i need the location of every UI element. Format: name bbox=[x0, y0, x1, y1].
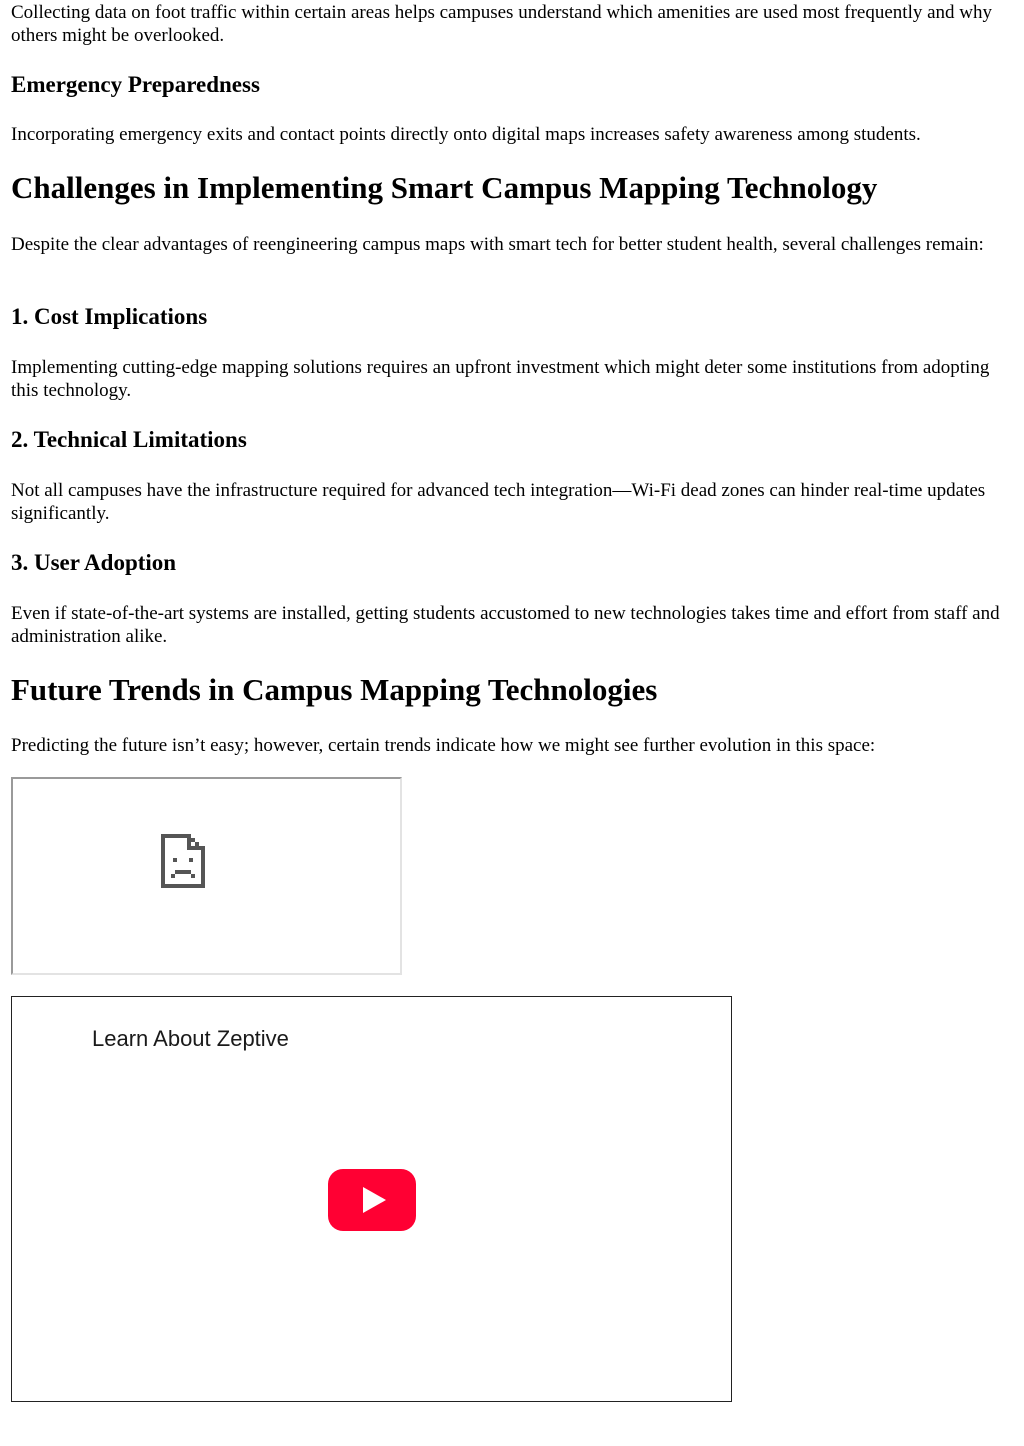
paragraph-adoption: Even if state-of-the-art systems are installed, getting students accustomed to new technologies takes time and effort from staff and administration alike. bbox=[11, 603, 1000, 647]
heading-technical-limitations: 2. Technical Limitations bbox=[11, 427, 247, 452]
heading-future-trends: Future Trends in Campus Mapping Technologies bbox=[11, 672, 658, 707]
video-title[interactable]: Learn About Zeptive bbox=[92, 1026, 289, 1051]
paragraph-cost: Implementing cutting-edge mapping solutions requires an upfront investment which might deter some institutions from adopting this technology. bbox=[11, 357, 990, 401]
heading-challenges: Challenges in Implementing Smart Campus Mapping Technology bbox=[11, 170, 878, 205]
youtube-play-icon[interactable] bbox=[328, 1169, 416, 1231]
paragraph-technical: Not all campuses have the infrastructure required for advanced tech integration—Wi-Fi dead zones can hinder real-time updates significantly. bbox=[11, 480, 986, 524]
heading-cost-implications: 1. Cost Implications bbox=[11, 304, 208, 329]
paragraph-challenges: Despite the clear advantages of reengineering campus maps with smart tech for better student health, several challenges remain: bbox=[11, 234, 984, 255]
video-embed[interactable] bbox=[11, 996, 732, 1402]
broken-page-icon bbox=[161, 834, 205, 893]
heading-emergency-preparedness: Emergency Preparedness bbox=[11, 72, 260, 97]
paragraph-foot-traffic: Collecting data on foot traffic within certain areas helps campuses understand which amenities are used most frequently and why others might be overlooked. bbox=[11, 2, 993, 46]
broken-embed-frame bbox=[11, 777, 402, 975]
paragraph-future: Predicting the future isn’t easy; however, certain trends indicate how we might see further evolution in this space: bbox=[11, 735, 876, 756]
paragraph-emergency: Incorporating emergency exits and contact points directly onto digital maps increases safety awareness among students. bbox=[11, 124, 921, 145]
heading-user-adoption: 3. User Adoption bbox=[11, 550, 177, 575]
